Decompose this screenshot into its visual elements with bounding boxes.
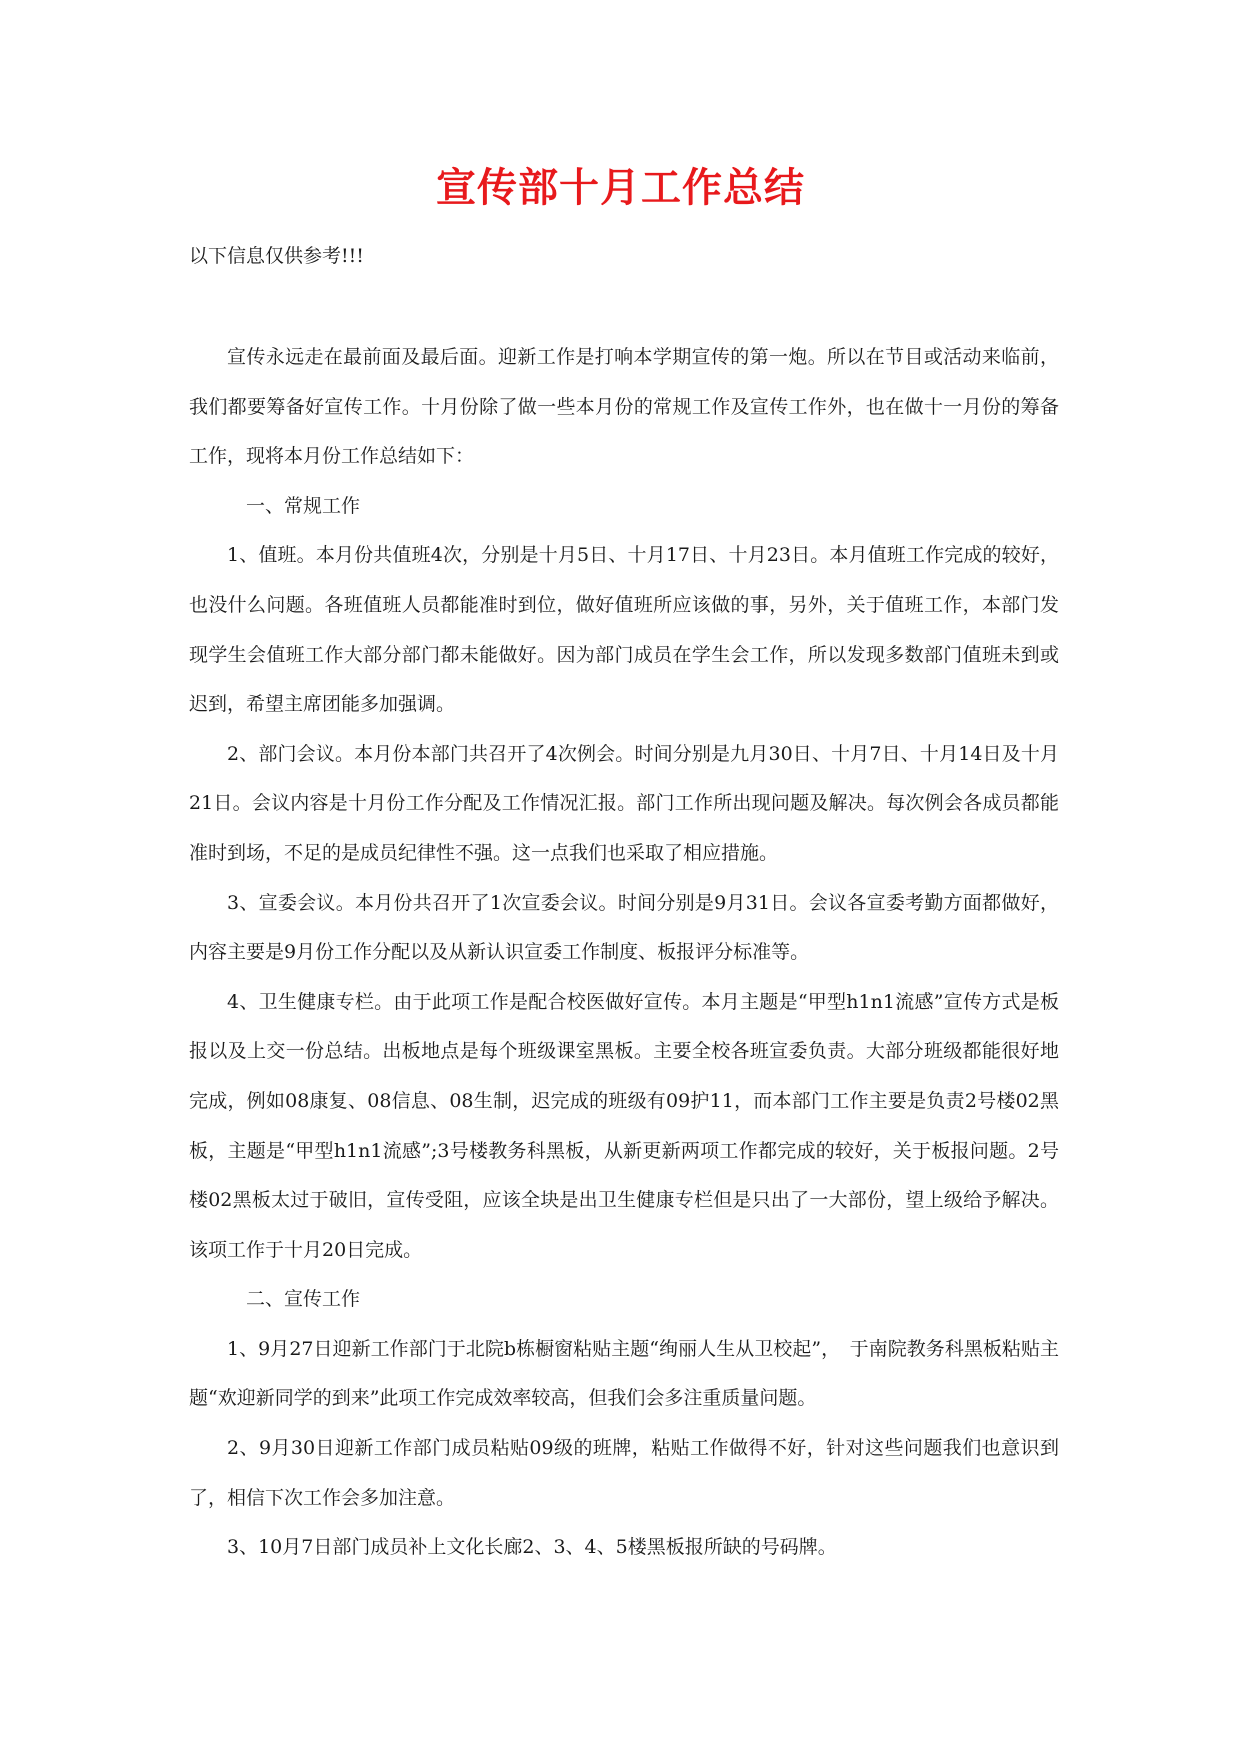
intro-paragraph: 宣传永远走在最前面及最后面。迎新工作是打响本学期宣传的第一炮。所以在节目或活动来临前，我们都要筹备好宣传工作。十月份除了做一些本月份的常规工作及宣传工作外，也在做十一月份的筹备工作，现将本月份工作总结如下： <box>189 346 1059 468</box>
paragraph-publicity-3: 3、10月7日部门成员补上文化长廊2、3、4、5楼黑板报所缺的号码牌。 <box>227 1536 837 1559</box>
reference-notice: 以下信息仅供参考!!! <box>189 245 364 267</box>
paragraph-publicity-1: 1、9月27日迎新工作部门于北院b栋橱窗粘贴主题“绚丽人生从卫校起”， 于南院教务科黑板粘贴主题“欢迎新同学的到来”此项工作完成效率较高，但我们会多注重质量问题。 <box>189 1337 1059 1410</box>
paragraph-health-column: 4、卫生健康专栏。由于此项工作是配合校医做好宣传。本月主题是“甲型h1n1流感”宣传方式是板报以及上交一份总结。出板地点是每个班级课室黑板。主要全校各班宣委负责。大部分班级都能很好地完成，例如08康复、08信息、08生制，迟完成的班级有09护11，而本部门工作主要是负责2号楼02黑板，主题是“甲型h1n1流感”;3号楼教务科黑板，从新更新两项工作都完成的较好，关于板报问题。2号楼02黑板太过于破旧，宣传受阻，应该全块是出卫生健康专栏但是只出了一大部份，望上级给予解决。该项工作于十月20日完成。 <box>189 990 1059 1261</box>
paragraph-publicity-2: 2、9月30日迎新工作部门成员粘贴09级的班牌，粘贴工作做得不好，针对这些问题我们也意识到了，相信下次工作会多加注意。 <box>189 1437 1059 1509</box>
paragraph-publicity-committee-meeting: 3、宣委会议。本月份共召开了1次宣委会议。时间分别是9月31日。会议各宣委考勤方面都做好，内容主要是9月份工作分配以及从新认识宣委工作制度、板报评分标准等。 <box>189 891 1059 964</box>
document-title: 宣传部十月工作总结 <box>436 164 805 211</box>
paragraph-duty: 1、值班。本月份共值班4次，分别是十月5日、十月17日、十月23日。本月值班工作完成的较好，也没什么问题。各班值班人员都能准时到位，做好值班所应该做的事，另外，关于值班工作，本部门发现学生会值班工作大部分部门都未能做好。因为部门成员在学生会工作，所以发现多数部门值班未到或迟到，希望主席团能多加强调。 <box>189 544 1059 716</box>
paragraph-department-meeting: 2、部门会议。本月份本部门共召开了4次例会。时间分别是九月30日、十月7日、十月14日及十月21日。会议内容是十月份工作分配及工作情况汇报。部门工作所出现问题及解决。每次例会各成员都能准时到场，不足的是成员纪律性不强。这一点我们也采取了相应措施。 <box>189 742 1059 864</box>
section-heading-routine: 一、常规工作 <box>246 494 361 517</box>
section-heading-publicity: 二、宣传工作 <box>246 1288 361 1311</box>
document-body <box>189 333 1059 1573</box>
